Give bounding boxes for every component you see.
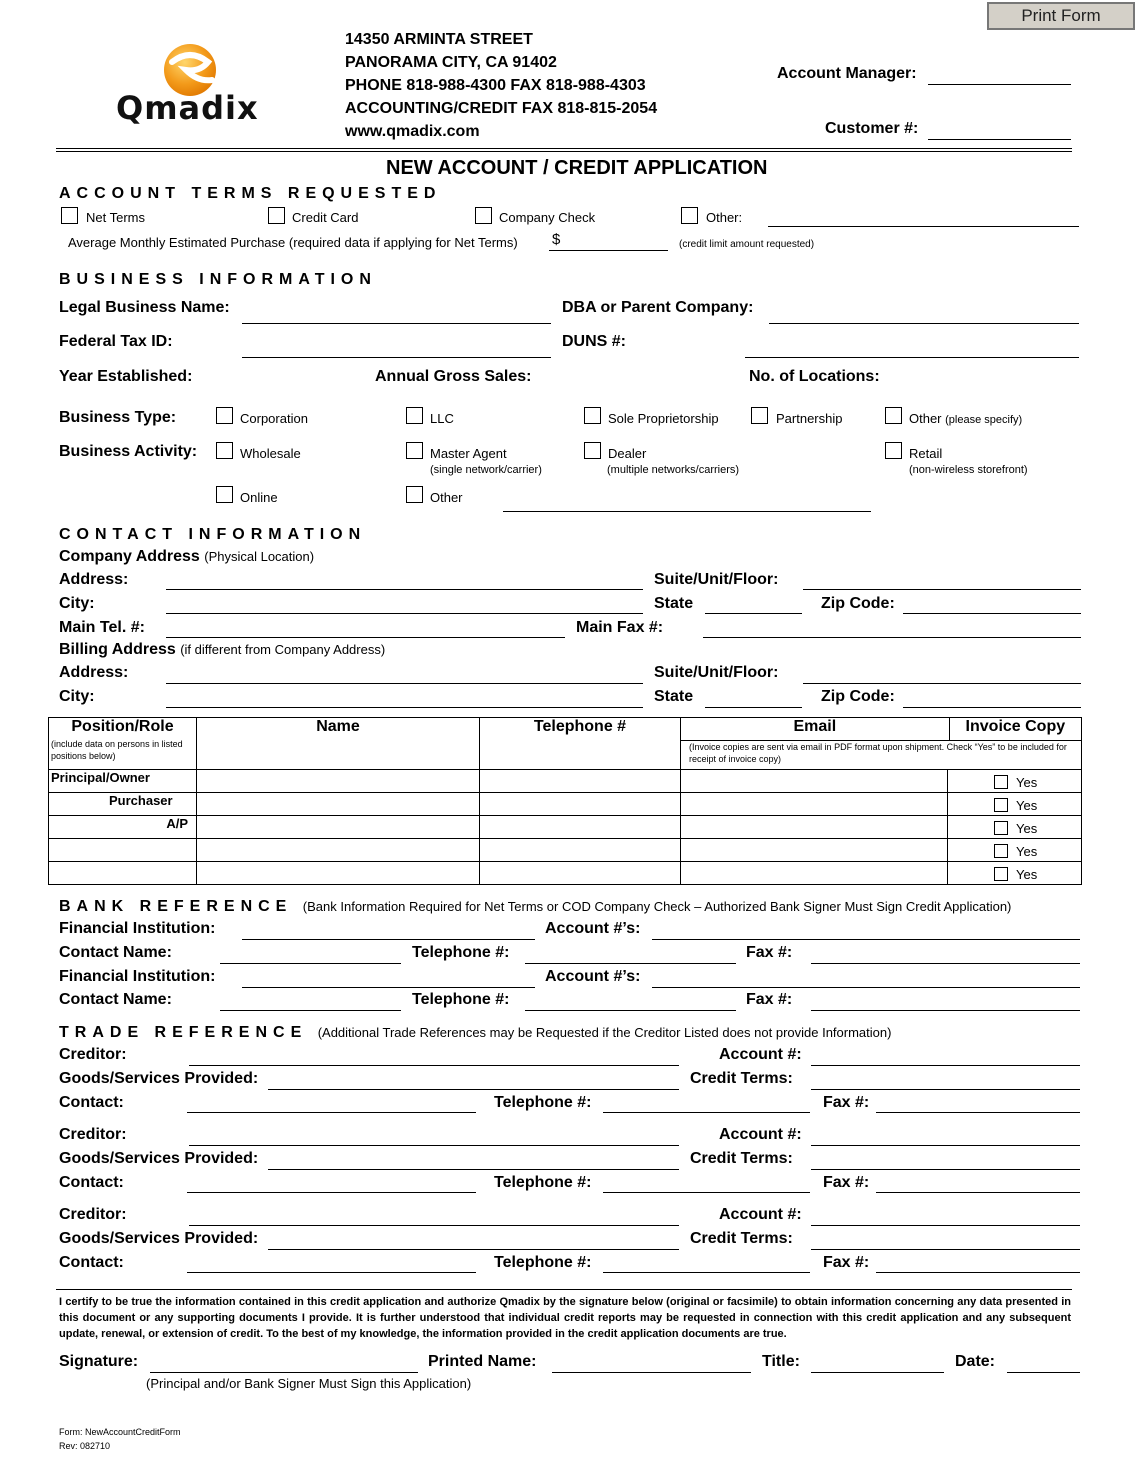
- table-row: [49, 862, 1082, 885]
- trade1-creditor-field[interactable]: [189, 1065, 679, 1066]
- partnership-checkbox[interactable]: [751, 407, 768, 424]
- trade3-contact-field[interactable]: [187, 1272, 476, 1273]
- trade3-telephone-label: Telephone #:: [494, 1254, 592, 1271]
- title-label: Title:: [762, 1353, 800, 1370]
- legal-name-label: Legal Business Name:: [59, 299, 230, 316]
- bank2-institution-field[interactable]: [242, 987, 535, 988]
- trade3-account-field[interactable]: [811, 1225, 1080, 1226]
- bank1-accounts-field[interactable]: [652, 939, 1080, 940]
- yes-label: Yes: [1016, 798, 1038, 813]
- role-cell: Principal/Owner: [49, 770, 197, 793]
- printed-name-label: Printed Name:: [428, 1353, 537, 1370]
- corporation-label: Corporation: [240, 411, 308, 426]
- page-title: NEW ACCOUNT / CREDIT APPLICATION: [386, 157, 768, 179]
- trade3-fax-field[interactable]: [876, 1272, 1080, 1273]
- invoice-copy-cell: [948, 770, 1082, 793]
- dealer-checkbox[interactable]: [584, 442, 601, 459]
- email-header-note: (Invoice copies are sent via email in PDF format upon shipment. Check “Yes” to be included for receipt of invoice copy): [681, 740, 1081, 765]
- trade1-goods-field[interactable]: [268, 1089, 679, 1090]
- dba-label: DBA or Parent Company:: [562, 299, 754, 316]
- billing-zip-field[interactable]: [903, 707, 1081, 708]
- trade1-contact-field[interactable]: [187, 1112, 476, 1113]
- bank2-telephone-label: Telephone #:: [412, 991, 510, 1008]
- contact-heading: CONTACT INFORMATION: [59, 526, 367, 543]
- role-cell: A/P: [49, 816, 197, 839]
- trade1-account-field[interactable]: [811, 1065, 1080, 1066]
- billing-address-title: [59, 641, 385, 659]
- billing-city-field[interactable]: [166, 707, 643, 708]
- suite-field[interactable]: [803, 589, 1081, 590]
- bank1-institution-label: Financial Institution:: [59, 920, 216, 937]
- billing-address-field[interactable]: [166, 683, 643, 684]
- name-cell[interactable]: [197, 793, 480, 816]
- dollar-sign: $: [552, 231, 561, 248]
- yes-label: Yes: [1016, 867, 1038, 882]
- address-field[interactable]: [166, 589, 643, 590]
- other-terms-field[interactable]: [768, 226, 1079, 227]
- main-fax-field[interactable]: [703, 637, 1081, 638]
- billing-address-label: Billing Address: [59, 641, 176, 658]
- company-address-title: [59, 548, 314, 566]
- email-cell[interactable]: [681, 839, 948, 862]
- telephone-cell[interactable]: [480, 862, 681, 885]
- printed-name-field[interactable]: [552, 1372, 751, 1373]
- trade-heading: [59, 1024, 891, 1042]
- logo-wordmark: Qmadix: [116, 89, 259, 127]
- company-check-checkbox[interactable]: [475, 207, 492, 224]
- other-terms-label: Other:: [706, 210, 743, 225]
- bank1-telephone-field[interactable]: [525, 963, 736, 964]
- account-manager-label: Account Manager:: [777, 65, 917, 82]
- telephone-cell[interactable]: [480, 839, 681, 862]
- business-type-label: Business Type:: [59, 409, 177, 426]
- master-agent-label: Master Agent: [430, 446, 507, 461]
- legal-name-field[interactable]: [242, 323, 551, 324]
- locations-label: No. of Locations:: [749, 368, 880, 385]
- header-divider: [56, 148, 1072, 149]
- date-field[interactable]: [1007, 1372, 1080, 1373]
- invoice-copy-cell: [948, 816, 1082, 839]
- invoice-header-cell: [949, 718, 1081, 740]
- name-cell[interactable]: [197, 839, 480, 862]
- form-rev-footer: Rev: 082710: [59, 1441, 111, 1451]
- company-address-note: (Physical Location): [204, 549, 315, 564]
- invoice-yes-checkbox[interactable]: [994, 844, 1008, 858]
- position-header-label: Position/Role: [71, 718, 174, 735]
- table-row: [49, 839, 1082, 862]
- yes-label: Yes: [1016, 821, 1038, 836]
- other-activity-checkbox[interactable]: [406, 486, 423, 503]
- invoice-yes-checkbox[interactable]: [994, 798, 1008, 812]
- telephone-header: [480, 718, 681, 770]
- position-header-note: (include data on persons in listed positions below): [51, 739, 183, 761]
- other-type-text: Other: [909, 411, 942, 426]
- telephone-cell[interactable]: [480, 793, 681, 816]
- email-header-label: Email: [793, 718, 837, 735]
- address-label: Address:: [59, 571, 129, 588]
- trade2-fax-field[interactable]: [876, 1192, 1080, 1193]
- date-label: Date:: [955, 1353, 996, 1370]
- retail-note: (non-wireless storefront): [909, 464, 1028, 476]
- suite-label: Suite/Unit/Floor:: [654, 571, 779, 588]
- trade3-creditor-label: Creditor:: [59, 1206, 127, 1223]
- trade1-fax-label: Fax #:: [823, 1094, 870, 1111]
- master-agent-note: (single network/carrier): [430, 464, 542, 476]
- invoice-header-label: Invoice Copy: [965, 718, 1066, 735]
- certification-divider: [56, 1289, 1072, 1290]
- business-activity-label: Business Activity:: [59, 443, 198, 460]
- dealer-note: (multiple networks/carriers): [607, 464, 740, 476]
- title-field[interactable]: [811, 1372, 944, 1373]
- trade1-terms-label: Credit Terms:: [690, 1070, 793, 1087]
- sole-proprietorship-label: Sole Proprietorship: [608, 411, 719, 426]
- city-label: City:: [59, 595, 95, 612]
- table-row: [49, 816, 1082, 839]
- website-line: www.qmadix.com: [345, 123, 480, 140]
- name-cell[interactable]: [197, 816, 480, 839]
- trade1-creditor-label: Creditor:: [59, 1046, 127, 1063]
- print-form-button[interactable]: Print Form: [987, 2, 1135, 30]
- trade1-account-label: Account #:: [719, 1046, 802, 1063]
- online-checkbox[interactable]: [216, 486, 233, 503]
- contacts-table: [48, 717, 1082, 885]
- role-cell[interactable]: [49, 862, 197, 885]
- sole-proprietorship-checkbox[interactable]: [584, 407, 601, 424]
- bank2-fax-field[interactable]: [811, 1010, 1080, 1011]
- billing-city-label: City:: [59, 688, 95, 705]
- trade2-telephone-label: Telephone #:: [494, 1174, 592, 1191]
- billing-suite-field[interactable]: [803, 683, 1081, 684]
- name-cell[interactable]: [197, 770, 480, 793]
- trade3-terms-field[interactable]: [811, 1249, 1080, 1250]
- trade2-goods-label: Goods/Services Provided:: [59, 1150, 259, 1167]
- wholesale-label: Wholesale: [240, 446, 301, 461]
- zip-label: Zip Code:: [821, 595, 895, 612]
- email-cell[interactable]: [681, 770, 948, 793]
- company-check-label: Company Check: [499, 210, 596, 225]
- email-header: [681, 718, 1082, 770]
- trade3-goods-label: Goods/Services Provided:: [59, 1230, 259, 1247]
- other-type-note: (please specify): [945, 414, 1023, 426]
- dba-field[interactable]: [769, 323, 1079, 324]
- trade2-terms-field[interactable]: [811, 1169, 1080, 1170]
- trade2-account-label: Account #:: [719, 1126, 802, 1143]
- zip-field[interactable]: [903, 613, 1081, 614]
- trade3-telephone-field[interactable]: [603, 1272, 810, 1273]
- phone-line: PHONE 818-988-4300 FAX 818-988-4303: [345, 77, 646, 94]
- signature-field[interactable]: [150, 1372, 418, 1373]
- llc-checkbox[interactable]: [406, 407, 423, 424]
- avg-purchase-label: Average Monthly Estimated Purchase (required data if applying for Net Terms): [68, 235, 518, 250]
- trade2-creditor-label: Creditor:: [59, 1126, 127, 1143]
- billing-state-label: State: [654, 688, 694, 705]
- credit-card-checkbox[interactable]: [268, 207, 285, 224]
- account-manager-field[interactable]: [928, 84, 1071, 85]
- bank1-contact-label: Contact Name:: [59, 944, 172, 961]
- company-address-block: [345, 28, 657, 143]
- other-type-label: [909, 411, 1022, 426]
- invoice-yes-checkbox[interactable]: [994, 821, 1008, 835]
- main-tel-label: Main Tel. #:: [59, 619, 145, 636]
- telephone-header-label: Telephone #: [533, 718, 627, 735]
- trade1-contact-label: Contact:: [59, 1094, 124, 1111]
- email-cell[interactable]: [681, 793, 948, 816]
- position-header: [49, 718, 197, 770]
- role-cell[interactable]: [49, 839, 197, 862]
- wholesale-checkbox[interactable]: [216, 442, 233, 459]
- bank2-fax-label: Fax #:: [746, 991, 793, 1008]
- main-tel-field[interactable]: [166, 637, 565, 638]
- bank-heading: [59, 898, 1011, 916]
- bank1-accounts-label: Account #’s:: [545, 920, 641, 937]
- trade3-contact-label: Contact:: [59, 1254, 124, 1271]
- trade3-terms-label: Credit Terms:: [690, 1230, 793, 1247]
- telephone-cell[interactable]: [480, 770, 681, 793]
- address-line: PANORAMA CITY, CA 91402: [345, 54, 557, 71]
- customer-number-field[interactable]: [928, 139, 1071, 140]
- other-terms-checkbox[interactable]: [681, 207, 698, 224]
- billing-address-note: (if different from Company Address): [180, 642, 386, 657]
- trade1-terms-field[interactable]: [811, 1089, 1080, 1090]
- avg-purchase-field[interactable]: [549, 250, 668, 251]
- other-activity-label: Other: [430, 490, 463, 505]
- trade2-contact-label: Contact:: [59, 1174, 124, 1191]
- state-label: State: [654, 595, 694, 612]
- year-established-label: Year Established:: [59, 368, 193, 385]
- other-activity-field[interactable]: [503, 511, 871, 512]
- master-agent-checkbox[interactable]: [406, 442, 423, 459]
- invoice-copy-cell: [948, 839, 1082, 862]
- email-cell[interactable]: [681, 862, 948, 885]
- trade1-goods-label: Goods/Services Provided:: [59, 1070, 259, 1087]
- trade2-creditor-field[interactable]: [189, 1145, 679, 1146]
- bank2-accounts-label: Account #’s:: [545, 968, 641, 985]
- table-row: [49, 793, 1082, 816]
- duns-label: DUNS #:: [562, 333, 627, 350]
- invoice-copy-cell: [948, 793, 1082, 816]
- table-header-row: [49, 718, 1082, 770]
- bank1-telephone-label: Telephone #:: [412, 944, 510, 961]
- email-invoice-header: [681, 718, 1081, 740]
- certification-text: I certify to be true the information contained in this credit application and authorize Qmadix by the signature below (original or facsimile) to obtain information concerning any data presented in this document or any supporting documents I provide. It is further understood that individual credit reports may be requested in connection with this credit application and any subsequent update, renewal, or extension of credit. To the best of my knowledge, the information provided in the credit application documents are true.: [59, 1296, 1071, 1340]
- bank2-telephone-field[interactable]: [525, 1010, 736, 1011]
- form-id-footer: Form: NewAccountCreditForm: [59, 1427, 181, 1437]
- signature-label: Signature:: [59, 1353, 139, 1370]
- dealer-label: Dealer: [608, 446, 647, 461]
- trade2-terms-label: Credit Terms:: [690, 1150, 793, 1167]
- name-cell[interactable]: [197, 862, 480, 885]
- terms-heading: ACCOUNT TERMS REQUESTED: [59, 185, 442, 202]
- invoice-yes-checkbox[interactable]: [994, 775, 1008, 789]
- bank1-fax-field[interactable]: [811, 963, 1080, 964]
- bank-heading-label: BANK REFERENCE: [59, 898, 293, 915]
- gross-sales-label: Annual Gross Sales:: [375, 368, 532, 385]
- address-line: 14350 ARMINTA STREET: [345, 31, 533, 48]
- trade3-fax-label: Fax #:: [823, 1254, 870, 1271]
- trade3-creditor-field[interactable]: [189, 1225, 679, 1226]
- yes-label: Yes: [1016, 775, 1038, 790]
- yes-label: Yes: [1016, 844, 1038, 859]
- signature-note: (Principal and/or Bank Signer Must Sign this Application): [146, 1376, 472, 1391]
- email-cell[interactable]: [681, 816, 948, 839]
- bank2-accounts-field[interactable]: [652, 987, 1080, 988]
- duns-field[interactable]: [745, 357, 1079, 358]
- retail-label: Retail: [909, 446, 943, 461]
- bank1-contact-field[interactable]: [220, 963, 401, 964]
- company-address-label: Company Address: [59, 548, 200, 565]
- customer-number-label: Customer #:: [825, 120, 919, 137]
- bank1-institution-field[interactable]: [242, 939, 535, 940]
- telephone-cell[interactable]: [480, 816, 681, 839]
- table-row: [49, 770, 1082, 793]
- bank-heading-note: (Bank Information Required for Net Terms or COD Company Check – Authorized Bank Signer Must Sign Credit Application): [302, 899, 1012, 914]
- trade2-contact-field[interactable]: [187, 1192, 476, 1193]
- trade-heading-label: TRADE REFERENCE: [59, 1024, 308, 1041]
- partnership-label: Partnership: [776, 411, 843, 426]
- trade3-goods-field[interactable]: [268, 1249, 679, 1250]
- trade2-fax-label: Fax #:: [823, 1174, 870, 1191]
- city-field[interactable]: [166, 613, 643, 614]
- retail-checkbox[interactable]: [885, 442, 902, 459]
- state-field[interactable]: [705, 613, 802, 614]
- email-header-cell: [681, 718, 949, 740]
- name-header: [197, 718, 480, 770]
- trade3-account-label: Account #:: [719, 1206, 802, 1223]
- header-divider: [56, 151, 1072, 152]
- bank1-fax-label: Fax #:: [746, 944, 793, 961]
- trade2-account-field[interactable]: [811, 1145, 1080, 1146]
- trade1-telephone-field[interactable]: [603, 1112, 810, 1113]
- name-header-label: Name: [316, 718, 360, 735]
- corporation-checkbox[interactable]: [216, 407, 233, 424]
- trade1-fax-field[interactable]: [876, 1112, 1080, 1113]
- bank2-institution-label: Financial Institution:: [59, 968, 216, 985]
- online-label: Online: [240, 490, 278, 505]
- tax-id-label: Federal Tax ID:: [59, 333, 173, 350]
- role-cell: Purchaser: [49, 793, 197, 816]
- other-type-checkbox[interactable]: [885, 407, 902, 424]
- main-fax-label: Main Fax #:: [576, 619, 664, 636]
- billing-zip-label: Zip Code:: [821, 688, 895, 705]
- business-heading: BUSINESS INFORMATION: [59, 271, 377, 288]
- billing-suite-label: Suite/Unit/Floor:: [654, 664, 779, 681]
- trade1-telephone-label: Telephone #:: [494, 1094, 592, 1111]
- llc-label: LLC: [430, 411, 454, 426]
- trade-heading-note: (Additional Trade References may be Requested if the Creditor Listed does not provide Information): [317, 1025, 892, 1040]
- tax-id-field[interactable]: [242, 357, 551, 358]
- invoice-yes-checkbox[interactable]: [994, 867, 1008, 881]
- billing-address-field-label: Address:: [59, 664, 129, 681]
- bank2-contact-field[interactable]: [220, 1010, 401, 1011]
- bank2-contact-label: Contact Name:: [59, 991, 172, 1008]
- credit-card-label: Credit Card: [292, 210, 359, 225]
- trade2-goods-field[interactable]: [268, 1169, 679, 1170]
- net-terms-label: Net Terms: [86, 210, 145, 225]
- accounting-fax-line: ACCOUNTING/CREDIT FAX 818-815-2054: [345, 100, 658, 117]
- trade2-telephone-field[interactable]: [603, 1192, 810, 1193]
- billing-state-field[interactable]: [705, 707, 802, 708]
- credit-limit-note: (credit limit amount requested): [679, 239, 815, 250]
- net-terms-checkbox[interactable]: [61, 207, 78, 224]
- qmadix-logo: [112, 42, 272, 127]
- invoice-copy-cell: [948, 862, 1082, 885]
